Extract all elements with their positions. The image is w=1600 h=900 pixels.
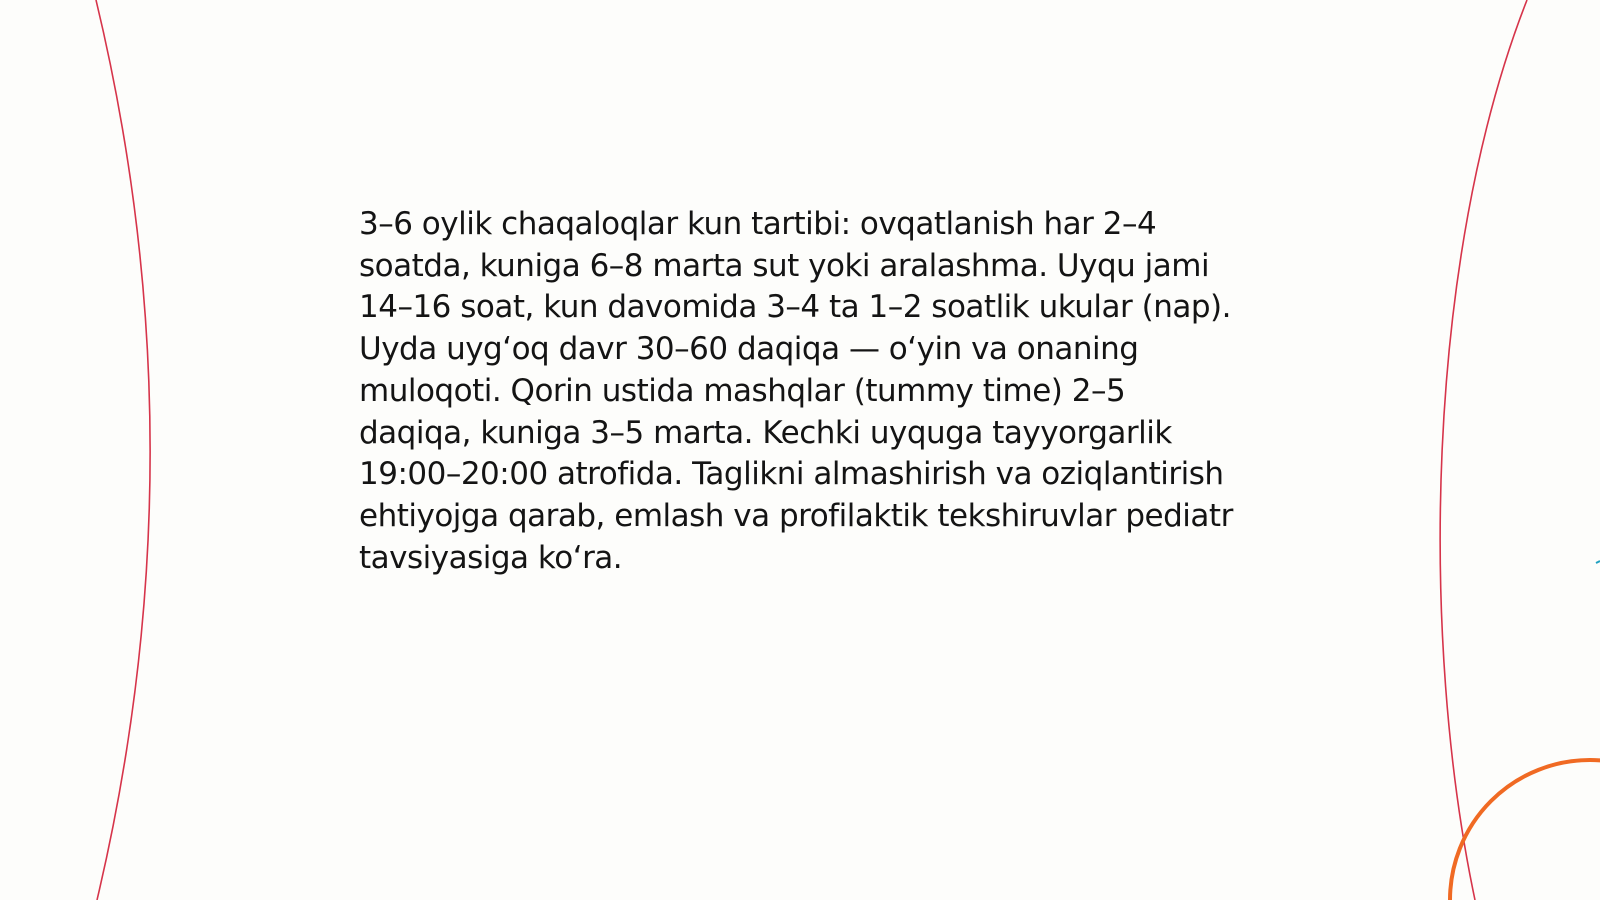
orange-circle bbox=[1450, 760, 1600, 900]
left-arc bbox=[96, 0, 150, 900]
teal-accent bbox=[1596, 561, 1600, 563]
body-text: 3–6 oylik chaqaloqlar kun tartibi: ovqatlanish har 2–4 soatda, kuniga 6–8 marta sut yoki aralashma. Uyqu jami 14–16 soat, kun davomida 3–4 ta 1–2 soatlik ukular (nap). Uyda uygʻoq davr 30–60 daqiqa — oʻyin va onaning muloqoti. Qorin ustida mashqlar (tummy time) 2–5 daqiqa, kuniga 3–5 marta. Kechki uyquga tayyorgarlik 19:00–20:00 atrofida. Taglikni almashirish va oziqlantirish ehtiyojga qarab, emlash va profilaktik tekshiruvlar pediatr tavsiyasiga koʻra. bbox=[359, 206, 1233, 576]
right-arc bbox=[1440, 0, 1527, 900]
